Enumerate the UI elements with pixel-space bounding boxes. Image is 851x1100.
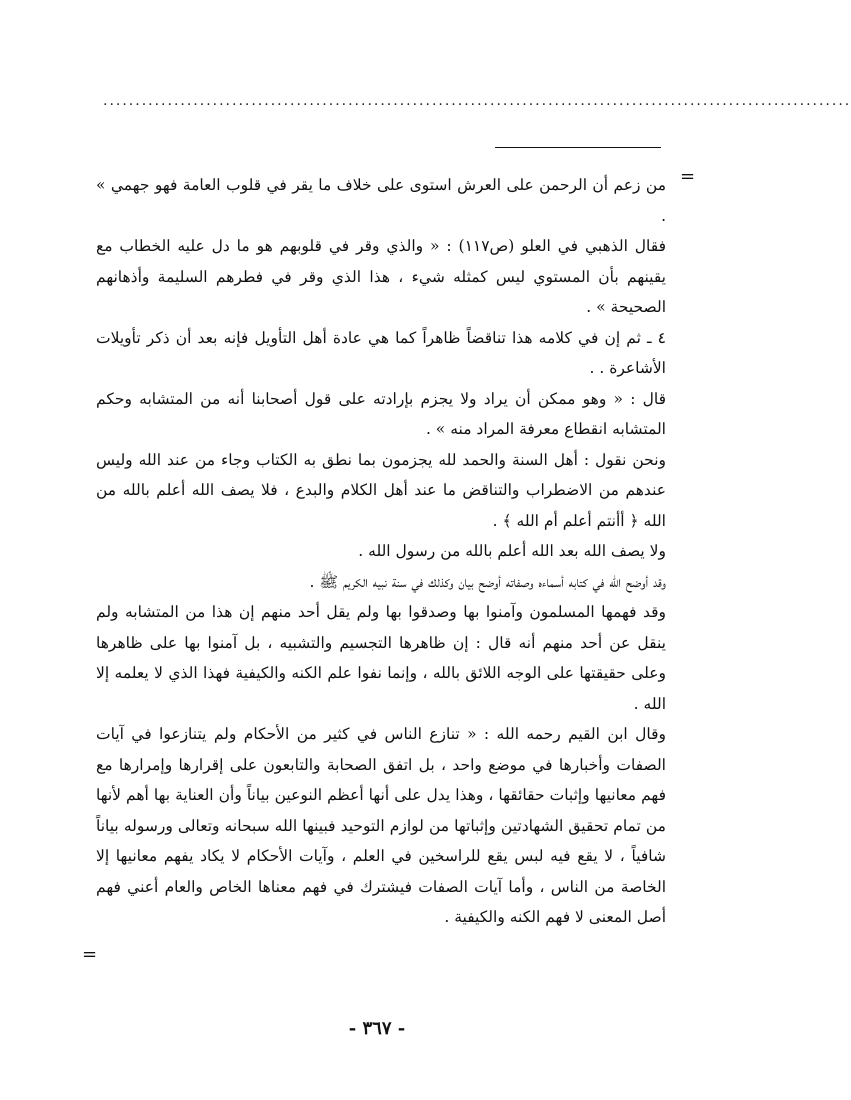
paragraph: ولا يصف الله بعد الله أعلم بالله من رسول الله .: [358, 542, 666, 560]
footnote-rule: [495, 147, 661, 148]
paragraph: ونحن نقول : أهل السنة والحمد لله يجزمون بما نطق به الكتاب وجاء من عند الله وليس عندهم من الاضطراب والتناقض ما عند أهل الكلام والبدع ، فلا يصف الله أعلم بالله من الله ﴿ أأنتم أعلم أم الله ﴾ .: [96, 450, 666, 530]
footnote-text: [96, 170, 666, 933]
paragraph: ٤ ـ ثم إن في كلامه هذا تناقضاً ظاهراً كما هي عادة أهل التأويل فإنه بعد أن ذكر تأويلات الأشاعرة . .: [96, 328, 666, 377]
paragraph: فقال الذهبي في العلو (ص١١٧) : « والذي وقر في قلوبهم هو ما دل عليه الخطاب مع يقينهم بأن المستوي ليس كمثله شيء ، هذا الذي وقر في فطرهم السليمة وأذهانهم الصحيحة » .: [96, 237, 666, 316]
paragraph: وقد فهمها المسلمون وآمنوا بها وصدقوا بها ولم يقل أحد منهم إن هذا من المتشابه ولم ينقل عن أحد منهم أنه قال : إن ظاهرها التجسيم والتشبيه ، بل آمنوا بها على ظاهرها وعلى حقيقتها على الوجه اللائق بالله ، وإنما نفوا علم الكنه والكيفية فهذا الذي لا يعلمه إلا الله .: [96, 603, 666, 713]
continuation-marker-bottom: =: [82, 944, 98, 965]
page-number: - ٣٦٧ -: [348, 1018, 406, 1039]
top-dotted-separator: ....................................................................................................................: [103, 93, 851, 109]
continuation-marker-top: =: [680, 166, 696, 187]
paragraph: وقال ابن القيم رحمه الله : « تنازع الناس في كثير من الأحكام ولم يتنازعوا في آيات الصفات وأخبارها في موضع واحد ، بل اتفق الصحابة والتابعون على إقرارها وإمرارها مع فهم معانيها وإثبات حقائقها ، وهذا يدل على أنها أعظم النوعين بياناً وأن العناية بها أهم لأنها من تمام تحقيق الشهادتين وإثباتها من لوازم التوحيد فبينها الله سبحانه وتعالى ورسوله بياناً شافياً ، لا يقع فيه لبس يقع للراسخين في العلم ، وآيات الأحكام لا يكاد يفهم معانيها إلا الخاصة من الناس ، وأما آيات الصفات فيشترك في فهم معناها الخاص والعام أعني فهم أصل المعنى لا فهم الكنه والكيفية .: [96, 725, 666, 926]
paragraph: قال : « وهو ممكن أن يراد ولا يجزم بإرادته على قول أصحابنا أنه من المتشابه وحكم المتشابه انقطاع معرفة المراد منه » .: [96, 389, 666, 438]
paragraph: وقد أوضح الله في كتابه أسماءه وصفاته أوضح بيان وكذلك في سنة نبيه الكريم ﷺ .: [309, 572, 666, 591]
paragraph: من زعم أن الرحمن على العرش استوى على خلاف ما يقر في قلوب العامة فهو جهمي » .: [96, 176, 666, 225]
